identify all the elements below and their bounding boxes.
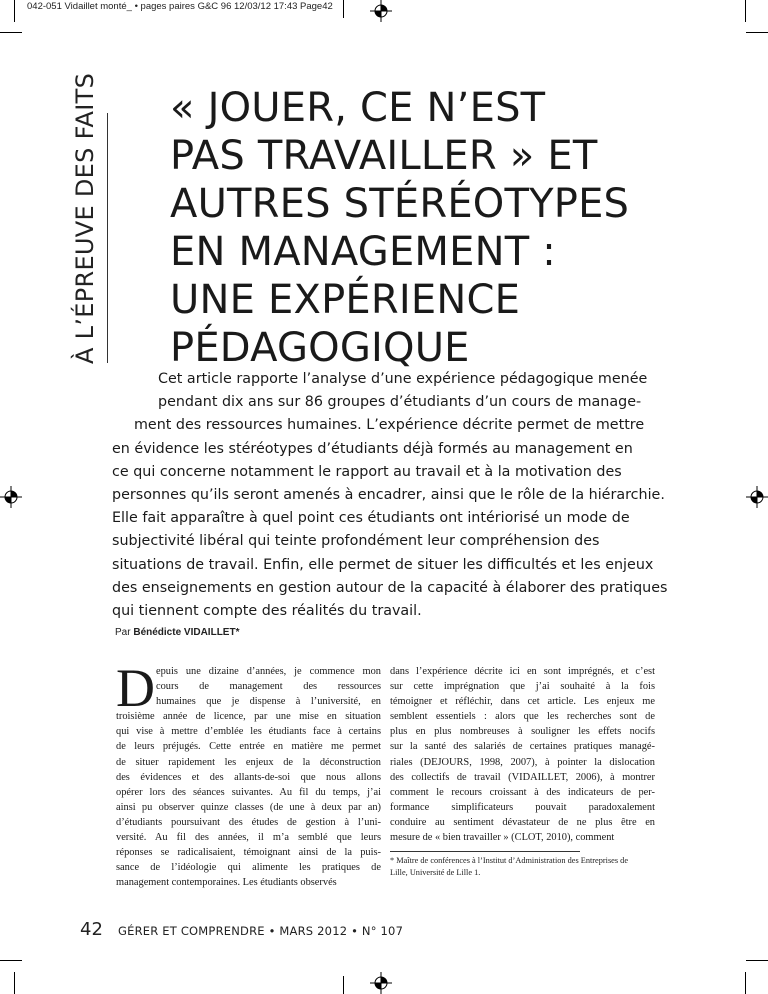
body-line: plus en plus nombreuses à souligner les effets nocifs — [390, 726, 655, 738]
footnote-line: * Maître de conférences à l’Institut d’Administration des Entreprises de — [390, 856, 629, 865]
body-line: semblent essentiels : alors que les recherches sont de — [390, 711, 655, 723]
body-line: formance simplificateurs pouvait paradoxalement — [390, 801, 655, 813]
body-line: des évidences et des allants-de-soi que nous allons — [116, 771, 381, 783]
body-line: de leurs préjugés. Cette entrée en matière me permet — [116, 741, 381, 753]
abstract-line: ment des ressources humaines. L’expérience décrite permet de mettre — [134, 417, 645, 434]
crop-mark-bottom-right-v — [745, 972, 746, 994]
abstract-line: en évidence les stéréotypes d’étudiants déjà formés au management en — [112, 440, 633, 457]
section-label: À L’ÉPREUVE DES FAITS — [71, 72, 99, 364]
body-line: mesure de « bien travailler » (CLOT, 2010), comment — [390, 832, 615, 844]
body-line: sur la santé des salariés de certaines pratiques managé- — [390, 741, 655, 753]
crop-mark-top-right-v — [745, 0, 746, 22]
drop-cap: D — [116, 658, 155, 718]
body-line: cours de management des ressources — [156, 681, 381, 693]
footnote — [390, 855, 655, 879]
crop-mark-bottom-mid-v — [343, 976, 344, 994]
article-abstract — [112, 368, 672, 623]
crop-mark-top-left-v — [14, 0, 15, 22]
body-line: d’étudiants poursuivant des études de gestion à l’uni- — [116, 816, 381, 828]
crop-mark-top-mid-v — [343, 0, 344, 18]
abstract-line: pendant dix ans sur 86 groupes d’étudiants d’un cours de manage- — [158, 394, 642, 411]
body-column-right — [390, 664, 655, 845]
abstract-line: Elle fait apparaître à quel point ces étudiants ont intériorisé un mode de — [112, 510, 630, 527]
body-line: qui vise à mettre d’emblée les étudiants face à certains — [116, 726, 381, 738]
author-name: Bénédicte VIDAILLET* — [133, 627, 240, 638]
page-number: 42 — [80, 919, 103, 940]
crop-mark-bottom-right-h — [746, 960, 768, 961]
body-line: management contemporaines. Les étudiants observés — [116, 877, 337, 889]
body-line: de situer rapidement les enjeux de la déconstruction — [116, 756, 381, 768]
abstract-line: des enseignements en gestion autour de la capacité à élaborer des pratiques — [112, 579, 668, 596]
crop-mark-bottom-left-h — [0, 960, 22, 961]
body-line: versité. Au fil des années, il m’a semblé que leurs — [116, 832, 381, 844]
abstract-line: subjectivité libéral qui teinte profondément leur compréhension des — [112, 533, 600, 550]
body-line: ainsi pu observer quinze classes (de une à deux par an) — [116, 801, 381, 813]
abstract-line: personnes qu’ils seront amenés à encadrer, ainsi que le rôle de la hiérarchie. — [112, 487, 665, 504]
title-line: PAS TRAVAILLER » ET — [170, 133, 598, 179]
title-line: AUTRES STÉRÉOTYPES — [170, 181, 630, 227]
registration-mark-icon — [0, 486, 22, 508]
title-line: « JOUER, CE N’EST — [170, 85, 546, 131]
journal-reference: GÉRER ET COMPRENDRE • MARS 2012 • N° 107 — [118, 924, 404, 938]
byline — [115, 627, 239, 638]
body-line: sance de l’idéologie qui alimente les pratiques de — [116, 862, 381, 874]
abstract-line: ce qui concerne notamment le rapport au travail et à la motivation des — [112, 463, 622, 480]
crop-mark-top-left-h — [0, 32, 22, 33]
body-line: comment le recours croissant à des indicateurs de per- — [390, 786, 655, 798]
title-line: EN MANAGEMENT : — [170, 229, 556, 275]
abstract-line: Cet article rapporte l’analyse d’une expérience pédagogique menée — [158, 371, 648, 387]
abstract-line: situations de travail. Enfin, elle permet de situer les difficultés et les enjeux — [112, 556, 654, 573]
body-line: témoigner et réfléchir, dans cet article. Les enjeux me — [390, 696, 655, 708]
byline-prefix: Par — [115, 627, 131, 638]
crop-mark-bottom-left-v — [14, 972, 15, 994]
article-title — [170, 84, 670, 372]
page-footer — [80, 918, 403, 942]
print-slug: 042-051 Vidaillet monté_ • pages paires G&C 96 12/03/12 17:43 Page42 — [27, 1, 333, 12]
registration-mark-icon — [746, 486, 768, 508]
body-line: dans l’expérience décrite ici en sont imprégnés, et c’est — [390, 666, 655, 677]
title-line: PÉDAGOGIQUE — [170, 325, 470, 371]
section-divider — [107, 113, 108, 363]
body-line: opérer lors des séances suivantes. Au fil du temps, j’ai — [116, 786, 381, 798]
footnote-rule — [390, 851, 580, 852]
body-line: réponses se radicalisaient, témoignant ainsi de la puis- — [116, 847, 381, 859]
body-line: troisième année de licence, par une mise en situation — [116, 711, 381, 723]
body-line: des collectifs de travail (VIDAILLET, 2006), à montrer — [390, 771, 655, 783]
registration-mark-icon — [370, 0, 392, 22]
title-line: UNE EXPÉRIENCE — [170, 277, 521, 323]
registration-mark-icon — [370, 972, 392, 994]
body-line: epuis une dizaine d’années, je commence mon — [156, 666, 381, 677]
abstract-line: qui tiennent compte des réalités du travail. — [112, 603, 422, 620]
body-line: humaines que je dispense à l’université, en — [156, 696, 381, 708]
body-column-left — [116, 658, 381, 890]
body-line: riales (DEJOURS, 1998, 2007), à pointer la dislocation — [390, 756, 655, 768]
footnote-line: Lille, Université de Lille 1. — [390, 868, 481, 877]
crop-mark-top-right-h — [746, 32, 768, 33]
body-line: conduire au sentiment dévastateur de ne plus être en — [390, 816, 655, 828]
body-line: sur cette imprégnation que j’ai souhaité à la fois — [390, 681, 655, 693]
